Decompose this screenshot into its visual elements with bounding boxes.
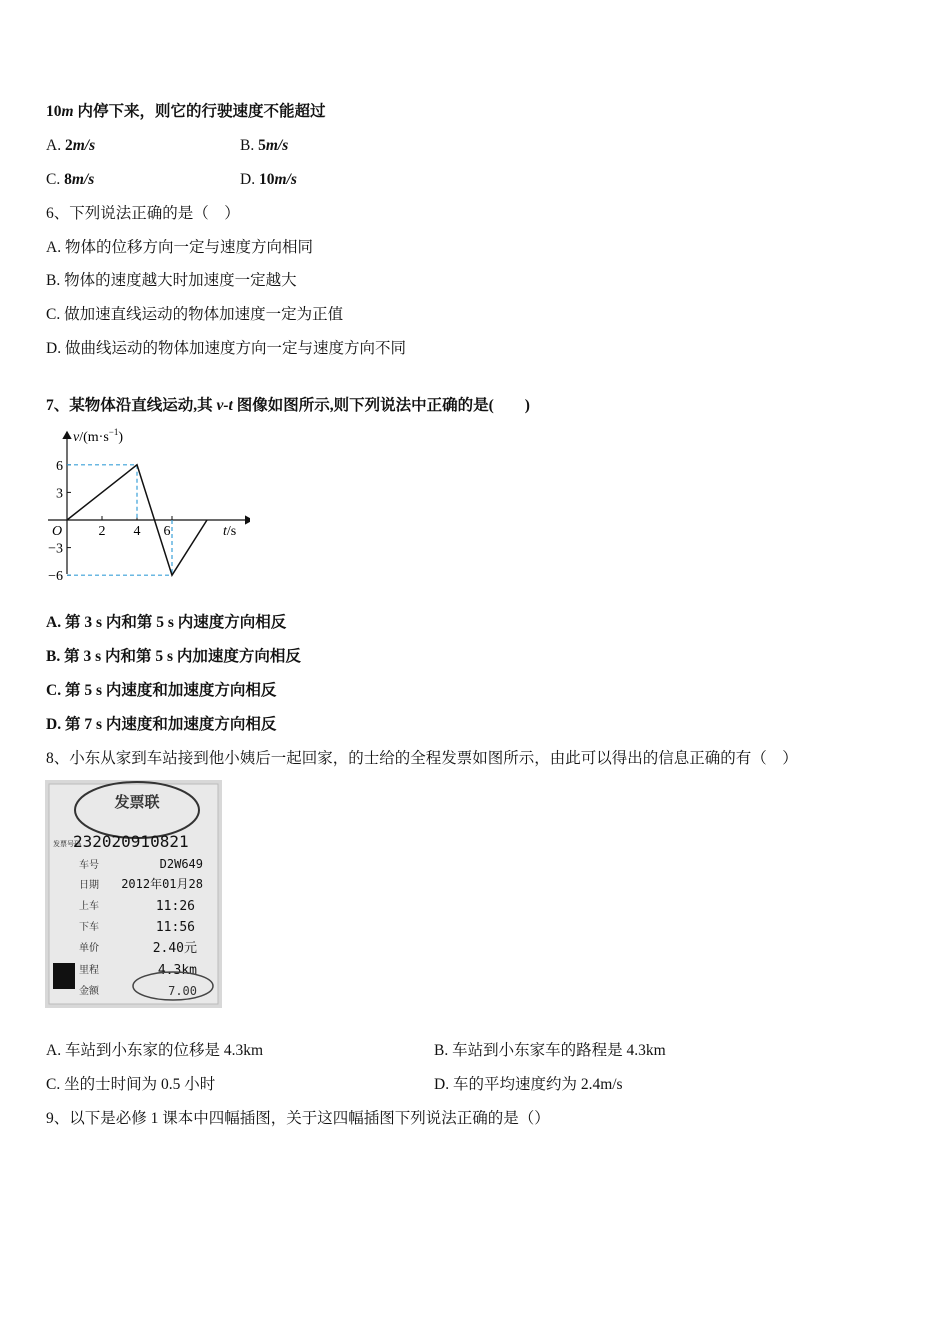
q7-stem-post: 图像如图所示,则下列说法中正确的是( ) <box>232 397 530 414</box>
q5-tail-unit: m <box>61 103 74 120</box>
option-label: B. <box>240 137 259 154</box>
q8-option-b[interactable]: B. 车站到小东家车的路程是 4.3km <box>434 1042 666 1059</box>
vt-graph <box>40 422 250 590</box>
option-number: 5 <box>258 137 266 154</box>
q6-option-d[interactable]: D. 做曲线运动的物体加速度方向一定与速度方向不同 <box>46 340 406 357</box>
q5-option-b[interactable] <box>240 136 288 156</box>
receipt-key: 单价 <box>79 943 99 954</box>
receipt-stamp-text: 发票联 <box>114 793 160 811</box>
q5-option-a[interactable] <box>46 136 95 156</box>
q6-option-b[interactable]: B. 物体的速度越大时加速度一定越大 <box>46 272 297 289</box>
option-unit: m/s <box>274 171 297 188</box>
option-label: C. <box>46 171 65 188</box>
q5-option-d[interactable] <box>240 170 297 190</box>
q7-stem-var: v-t <box>216 397 233 414</box>
q7-option-c[interactable]: C. 第 5 s 内速度和加速度方向相反 <box>46 682 277 699</box>
q7-stem <box>46 396 530 416</box>
y-tick-label-6: 6 <box>56 458 63 474</box>
q9-stem: 9、以下是必修 1 课本中四幅插图，关于这四幅插图下列说法正确的是（） <box>46 1110 550 1127</box>
q7-stem-pre: 7、某物体沿直线运动,其 <box>46 397 217 414</box>
receipt-value: 11:26 <box>155 899 195 914</box>
receipt-key: 日期 <box>79 880 99 891</box>
receipt-black-box <box>53 963 75 989</box>
option-unit: m/s <box>71 171 95 188</box>
receipt-value: D2W649 <box>159 857 203 871</box>
q6-option-a[interactable]: A. 物体的位移方向一定与速度方向相同 <box>46 239 313 256</box>
option-label: D. <box>240 171 259 188</box>
y-axis-label: $v/(m\cdot s^{-1})$ <box>73 427 124 445</box>
option-unit: m/s <box>72 137 96 154</box>
x-tick-label-6: 6 <box>163 524 171 539</box>
option-label: A. <box>46 137 65 154</box>
option-unit: m/s <box>265 137 289 154</box>
q7-option-b[interactable]: B. 第 3 s 内和第 5 s 内加速度方向相反 <box>46 648 301 665</box>
q5-tail-number: 10 <box>46 103 62 120</box>
q8-stem: 8、小东从家到车站接到他小姨后一起回家，的士给的全程发票如图所示，由此可以得出的信息正确的有（ ） <box>46 750 798 767</box>
taxi-receipt-photo <box>45 780 222 1008</box>
x-axis-label: t/s <box>223 524 237 539</box>
q7-option-d[interactable]: D. 第 7 s 内速度和加速度方向相反 <box>46 716 277 733</box>
option-number: 8 <box>64 171 72 188</box>
receipt-key: 里程 <box>79 965 99 976</box>
y-tick-label-neg3: −3 <box>48 541 63 557</box>
receipt-key: 上车 <box>79 901 99 912</box>
option-number: 10 <box>258 171 275 188</box>
receipt-value: 7.00 <box>168 984 197 998</box>
q6-stem: 6、下列说法正确的是（ ） <box>46 205 240 222</box>
q5-tail-text: 内停下来，则它的行驶速度不能超过 <box>73 103 326 120</box>
q6-option-c[interactable]: C. 做加速直线运动的物体加速度一定为正值 <box>46 306 344 323</box>
y-tick-label-3: 3 <box>56 486 63 502</box>
receipt-key: 下车 <box>79 922 99 933</box>
x-tick-label-2: 2 <box>98 524 106 539</box>
q5-stem-tail <box>46 102 325 122</box>
receipt-number-label: 发票号码 <box>53 840 81 848</box>
receipt-key: 车号 <box>79 860 99 871</box>
option-number: 2 <box>64 137 73 154</box>
q5-option-c[interactable] <box>46 170 94 190</box>
q8-option-c[interactable]: C. 坐的士时间为 0.5 小时 <box>46 1076 216 1093</box>
y-tick-label-neg6: −6 <box>48 569 63 585</box>
receipt-number: 232020910821 <box>73 832 189 851</box>
receipt-value: 4.3km <box>157 963 197 978</box>
receipt-value: 11:56 <box>155 920 195 935</box>
x-tick-label-4: 4 <box>133 524 141 539</box>
receipt-value: 2.40元 <box>152 941 197 956</box>
receipt-key: 金额 <box>79 986 99 997</box>
q8-option-d[interactable]: D. 车的平均速度约为 2.4m/s <box>434 1076 623 1093</box>
origin-label: O <box>52 524 63 539</box>
q7-option-a[interactable]: A. 第 3 s 内和第 5 s 内速度方向相反 <box>46 614 287 631</box>
receipt-value: 2012年01月28 <box>121 877 203 891</box>
q8-option-a[interactable]: A. 车站到小东家的位移是 4.3km <box>46 1042 264 1059</box>
